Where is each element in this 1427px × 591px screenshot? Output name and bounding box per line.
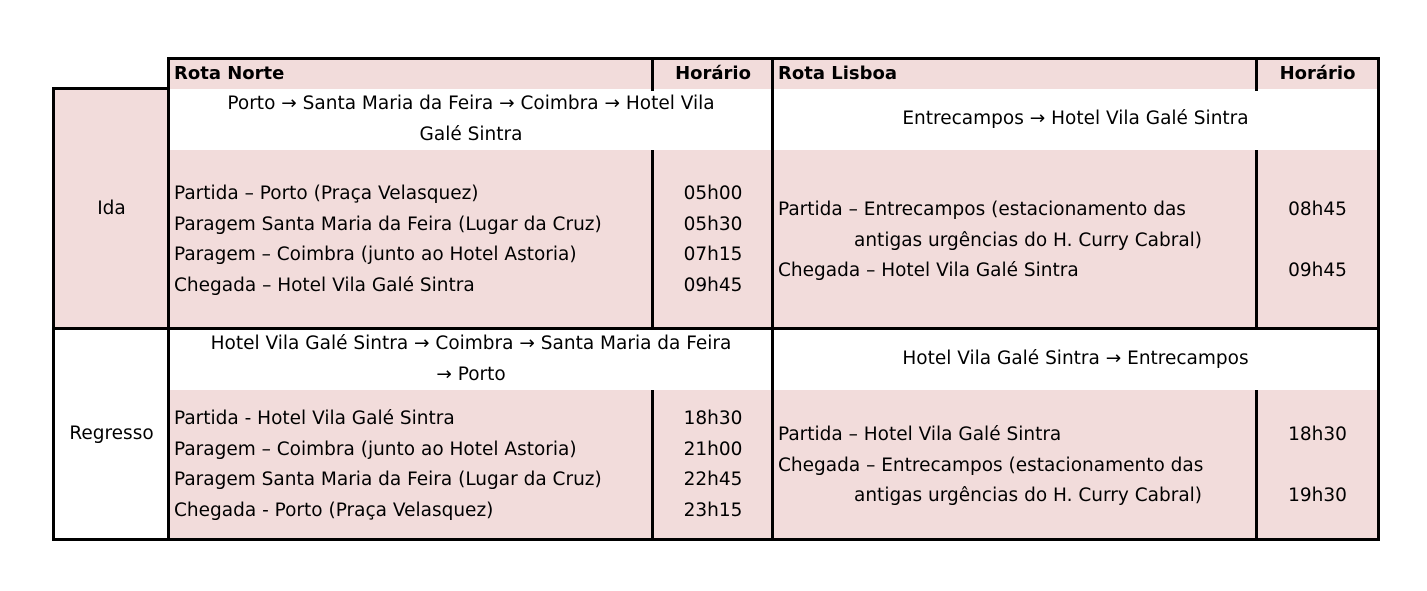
border-left (52, 87, 55, 541)
ida-lisboa-route-text: Entrecampos → Hotel Vila Galé Sintra (902, 108, 1249, 130)
border-right (1377, 57, 1380, 541)
border-norte-time-left (651, 57, 654, 91)
border-lisboa-time-left-ida (1255, 150, 1258, 329)
ida-lisboa-time-1: 08h45 (1288, 199, 1347, 220)
row-label-regresso (54, 329, 169, 540)
border-label-right (167, 57, 170, 541)
ida-lisboa-times (1257, 150, 1378, 329)
regresso-norte-times (653, 390, 773, 540)
regresso-norte-route (169, 329, 773, 390)
regresso-norte-time-4: 23h15 (683, 499, 743, 521)
border-norte-time-left-ida (651, 150, 654, 329)
ida-norte-stop-3: Paragem – Coimbra (junto ao Hotel Astoria) (174, 244, 577, 265)
border-lisboa-time-left (1255, 57, 1258, 91)
row-label-regresso-text: Regresso (69, 423, 154, 445)
regresso-lisboa-stop-2-line-2: antigas urgências do H. Curry Cabral) (854, 485, 1203, 506)
ida-norte-time-4: 09h45 (683, 274, 743, 296)
header-rota-norte-label: Rota Norte (174, 63, 285, 84)
ida-lisboa-time-2: 09h45 (1288, 260, 1347, 281)
border-bottom (52, 538, 1380, 541)
ida-norte-route-line-2: Galé Sintra (419, 123, 523, 145)
regresso-lisboa-stop-2-line-1: Chegada – Entrecampos (estacionamento das (778, 454, 1204, 476)
header-horario-lisboa-label: Horário (1279, 63, 1356, 84)
header-rota-norte (169, 59, 653, 89)
regresso-norte-stop-4: Chegada - Porto (Praça Velasquez) (174, 499, 494, 521)
ida-lisboa-route (773, 89, 1378, 150)
regresso-lisboa-time-1: 18h30 (1288, 424, 1347, 445)
regresso-lisboa-route (773, 329, 1378, 390)
regresso-lisboa-times (1257, 390, 1378, 540)
regresso-norte-route-line-2: → Porto (436, 363, 506, 385)
header-rota-lisboa-label: Rota Lisboa (778, 63, 897, 84)
row-label-ida-text: Ida (97, 197, 126, 219)
regresso-lisboa-stop-1: Partida – Hotel Vila Galé Sintra (778, 424, 1062, 445)
header-horario-norte (653, 59, 773, 89)
ida-norte-stops (169, 150, 653, 329)
ida-norte-stop-1: Partida – Porto (Praça Velasquez) (174, 183, 479, 204)
regresso-norte-stop-3: Paragem Santa Maria da Feira (Lugar da Cruz) (174, 469, 602, 490)
ida-lisboa-stop-1-line-1: Partida – Entrecampos (estacionamento das (778, 199, 1186, 220)
ida-lisboa-stop-1-line-2: antigas urgências do H. Curry Cabral) (854, 229, 1203, 251)
header-horario-norte-label: Horário (675, 63, 751, 84)
ida-lisboa-stops (773, 150, 1257, 329)
ida-norte-times (653, 150, 773, 329)
border-row-divider (52, 327, 1380, 330)
ida-lisboa-stop-2: Chegada – Hotel Vila Galé Sintra (778, 260, 1079, 281)
regresso-lisboa-time-2: 19h30 (1288, 485, 1347, 506)
border-label-top (52, 87, 170, 90)
regresso-norte-stops (169, 390, 653, 540)
header-horario-lisboa (1257, 59, 1378, 89)
border-middle (771, 57, 774, 541)
ida-norte-route (169, 89, 773, 150)
regresso-norte-time-3: 22h45 (683, 469, 743, 490)
regresso-lisboa-stops (773, 390, 1257, 540)
regresso-norte-stop-1: Partida - Hotel Vila Galé Sintra (174, 408, 455, 429)
ida-norte-route-line-1: Porto → Santa Maria da Feira → Coimbra → Hotel Vila (227, 93, 715, 114)
regresso-norte-time-1: 18h30 (683, 408, 743, 429)
header-rota-lisboa (773, 59, 1257, 89)
regresso-norte-stop-2: Paragem – Coimbra (junto ao Hotel Astoria) (174, 438, 577, 460)
regresso-norte-time-2: 21h00 (683, 438, 743, 460)
ida-norte-time-2: 05h30 (683, 213, 743, 235)
ida-norte-stop-2: Paragem Santa Maria da Feira (Lugar da Cruz) (174, 213, 602, 235)
regresso-lisboa-route-text: Hotel Vila Galé Sintra → Entrecampos (902, 348, 1249, 370)
row-label-ida (54, 89, 169, 329)
regresso-norte-route-line-1: Hotel Vila Galé Sintra → Coimbra → Santa Maria da Feira (210, 333, 732, 354)
border-norte-time-left-regresso (651, 390, 654, 540)
border-lisboa-time-left-regresso (1255, 390, 1258, 540)
ida-norte-time-1: 05h00 (683, 183, 743, 204)
ida-norte-stop-4: Chegada – Hotel Vila Galé Sintra (174, 274, 475, 296)
ida-norte-time-3: 07h15 (683, 244, 743, 265)
